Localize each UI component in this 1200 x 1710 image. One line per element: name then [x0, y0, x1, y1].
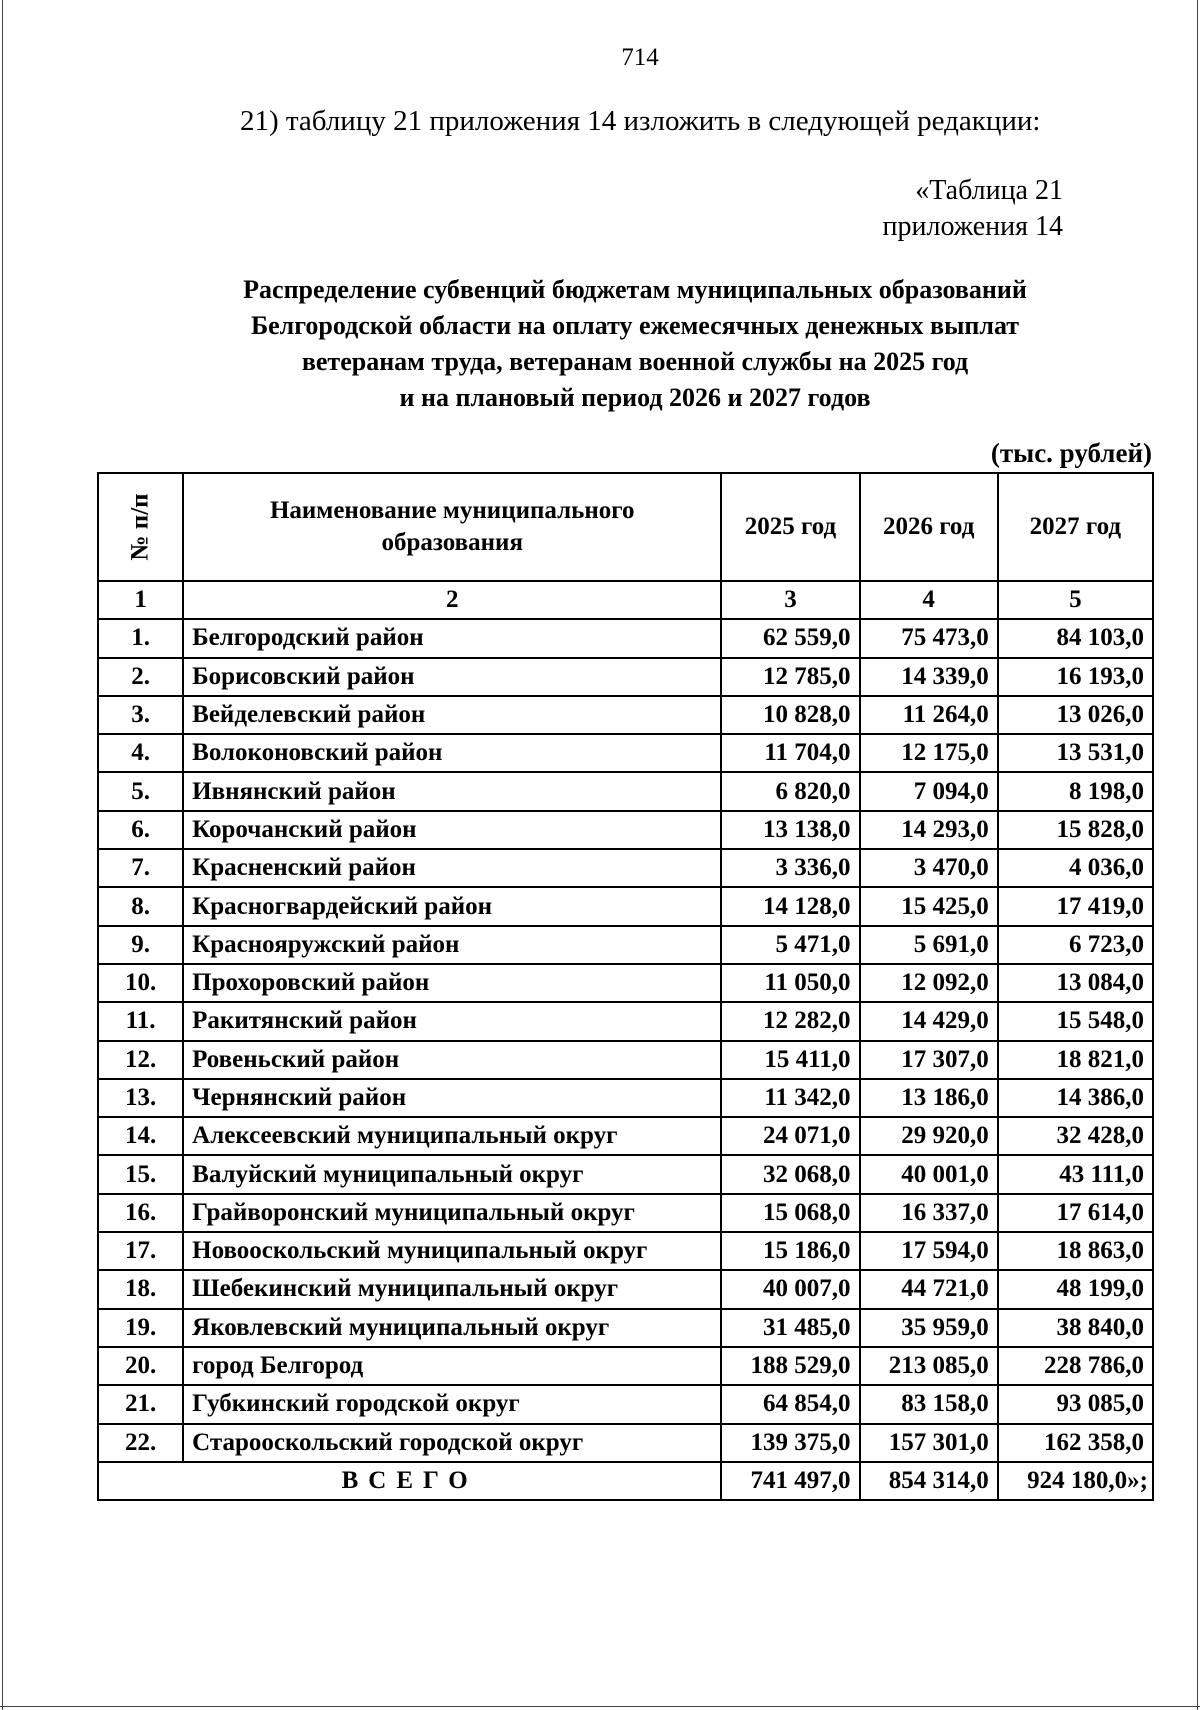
row-value-2026: 12 092,0 [860, 964, 998, 1002]
total-label: ВСЕГО [98, 1462, 721, 1500]
header-name: Наименование муниципального образования [183, 473, 721, 581]
page-number: 714 [621, 44, 659, 71]
row-value-2025: 11 704,0 [721, 734, 859, 772]
row-value-2027: 13 026,0 [998, 696, 1153, 734]
row-value-2025: 6 820,0 [721, 772, 859, 810]
column-number-row [98, 581, 1153, 619]
row-value-2025: 12 282,0 [721, 1002, 859, 1040]
row-number: 7. [98, 849, 183, 887]
row-value-2026: 14 429,0 [860, 1002, 998, 1040]
scan-edge-right [1197, 0, 1198, 1710]
row-value-2027: 43 111,0 [998, 1155, 1153, 1193]
row-value-2025: 32 068,0 [721, 1155, 859, 1193]
row-name: Грайворонский муниципальный округ [183, 1194, 721, 1232]
row-name: Алексеевский муниципальный округ [183, 1117, 721, 1155]
row-name: Белгородский район [183, 619, 721, 657]
row-name: Яковлевский муниципальный округ [183, 1309, 721, 1347]
row-value-2025: 15 068,0 [721, 1194, 859, 1232]
row-number: 9. [98, 926, 183, 964]
table-row [98, 887, 1153, 925]
row-value-2025: 15 411,0 [721, 1041, 859, 1079]
row-value-2025: 139 375,0 [721, 1424, 859, 1462]
row-value-2026: 15 425,0 [860, 887, 998, 925]
row-name: Краснояружский район [183, 926, 721, 964]
row-value-2027: 14 386,0 [998, 1079, 1153, 1117]
row-value-2026: 12 175,0 [860, 734, 998, 772]
row-number: 21. [98, 1385, 183, 1423]
row-value-2025: 40 007,0 [721, 1270, 859, 1308]
row-value-2026: 11 264,0 [860, 696, 998, 734]
row-name: Борисовский район [183, 658, 721, 696]
units-label: (тыс. рублей) [990, 438, 1152, 468]
row-value-2027: 17 419,0 [998, 887, 1153, 925]
table-header-row [98, 473, 1153, 581]
row-value-2026: 7 094,0 [860, 772, 998, 810]
row-value-2026: 83 158,0 [860, 1385, 998, 1423]
row-value-2026: 3 470,0 [860, 849, 998, 887]
row-value-2025: 10 828,0 [721, 696, 859, 734]
row-name: Ивнянский район [183, 772, 721, 810]
row-value-2026: 17 594,0 [860, 1232, 998, 1270]
row-value-2025: 11 050,0 [721, 964, 859, 1002]
title-line: и на плановый период 2026 и 2027 годов [399, 383, 871, 412]
row-name: Волоконовский район [183, 734, 721, 772]
table-row [98, 658, 1153, 696]
row-value-2025: 62 559,0 [721, 619, 859, 657]
row-value-2027: 8 198,0 [998, 772, 1153, 810]
row-value-2027: 38 840,0 [998, 1309, 1153, 1347]
table-row [98, 1117, 1153, 1155]
row-value-2025: 15 186,0 [721, 1232, 859, 1270]
row-value-2027: 6 723,0 [998, 926, 1153, 964]
row-value-2026: 13 186,0 [860, 1079, 998, 1117]
row-value-2026: 44 721,0 [860, 1270, 998, 1308]
row-name: Губкинский городской округ [183, 1385, 721, 1423]
total-2025: 741 497,0 [721, 1462, 859, 1500]
table-row [98, 1347, 1153, 1385]
row-value-2025: 11 342,0 [721, 1079, 859, 1117]
header-2027: 2027 год [998, 473, 1153, 581]
row-number: 8. [98, 887, 183, 925]
scan-edge-bottom [0, 1706, 1200, 1707]
row-value-2027: 18 821,0 [998, 1041, 1153, 1079]
row-number: 22. [98, 1424, 183, 1462]
table-row [98, 926, 1153, 964]
row-name: город Белгород [183, 1347, 721, 1385]
header-number: № п/п [98, 473, 183, 581]
row-value-2027: 15 828,0 [998, 811, 1153, 849]
row-value-2026: 40 001,0 [860, 1155, 998, 1193]
table-row [98, 1385, 1153, 1423]
row-value-2025: 24 071,0 [721, 1117, 859, 1155]
row-value-2026: 14 339,0 [860, 658, 998, 696]
row-value-2025: 5 471,0 [721, 926, 859, 964]
scan-edge-left [2, 0, 3, 1710]
table-row [98, 696, 1153, 734]
row-number: 1. [98, 619, 183, 657]
title-line: Белгородской области на оплату ежемесячных денежных выплат [250, 311, 1020, 340]
row-number: 10. [98, 964, 183, 1002]
row-value-2027: 48 199,0 [998, 1270, 1153, 1308]
table-row [98, 619, 1153, 657]
table-row [98, 1041, 1153, 1079]
table-row [98, 1424, 1153, 1462]
row-number: 4. [98, 734, 183, 772]
row-value-2027: 84 103,0 [998, 619, 1153, 657]
table-row [98, 772, 1153, 810]
row-value-2025: 188 529,0 [721, 1347, 859, 1385]
row-value-2025: 64 854,0 [721, 1385, 859, 1423]
row-value-2027: 32 428,0 [998, 1117, 1153, 1155]
row-name: Ровеньский район [183, 1041, 721, 1079]
row-value-2027: 15 548,0 [998, 1002, 1153, 1040]
row-value-2026: 35 959,0 [860, 1309, 998, 1347]
row-name: Валуйский муниципальный округ [183, 1155, 721, 1193]
row-value-2026: 29 920,0 [860, 1117, 998, 1155]
row-number: 18. [98, 1270, 183, 1308]
table-reference-line: приложения 14 [882, 211, 1063, 242]
row-number: 20. [98, 1347, 183, 1385]
table-reference-line: «Таблица 21 [915, 175, 1063, 206]
row-name: Прохоровский район [183, 964, 721, 1002]
row-number: 5. [98, 772, 183, 810]
total-2027: 924 180,0»; [998, 1462, 1153, 1500]
row-value-2026: 16 337,0 [860, 1194, 998, 1232]
row-name: Новооскольский муниципальный округ [183, 1232, 721, 1270]
row-value-2027: 17 614,0 [998, 1194, 1153, 1232]
row-name: Старооскольский городской округ [183, 1424, 721, 1462]
row-value-2025: 31 485,0 [721, 1309, 859, 1347]
row-number: 2. [98, 658, 183, 696]
row-number: 14. [98, 1117, 183, 1155]
row-name: Красненский район [183, 849, 721, 887]
title-line: Распределение субвенций бюджетам муниципальных образований [243, 275, 1027, 304]
row-value-2026: 75 473,0 [860, 619, 998, 657]
total-row [98, 1462, 1153, 1500]
row-value-2025: 13 138,0 [721, 811, 859, 849]
row-number: 3. [98, 696, 183, 734]
header-2025: 2025 год [721, 473, 859, 581]
title-line: ветеранам труда, ветеранам военной службы на 2025 год [301, 347, 969, 376]
table-row [98, 1002, 1153, 1040]
table-row [98, 1194, 1153, 1232]
row-value-2027: 228 786,0 [998, 1347, 1153, 1385]
row-value-2027: 16 193,0 [998, 658, 1153, 696]
row-value-2027: 13 084,0 [998, 964, 1153, 1002]
table-body [98, 619, 1153, 1462]
row-name: Чернянский район [183, 1079, 721, 1117]
table-reference [883, 173, 1064, 245]
table-row [98, 811, 1153, 849]
table-row [98, 849, 1153, 887]
row-value-2026: 5 691,0 [860, 926, 998, 964]
row-value-2026: 17 307,0 [860, 1041, 998, 1079]
row-value-2025: 12 785,0 [721, 658, 859, 696]
row-number: 19. [98, 1309, 183, 1347]
row-name: Шебекинский муниципальный округ [183, 1270, 721, 1308]
row-number: 15. [98, 1155, 183, 1193]
column-number: 4 [860, 581, 998, 619]
row-value-2026: 14 293,0 [860, 811, 998, 849]
table-row [98, 1079, 1153, 1117]
table-row [98, 734, 1153, 772]
table-row [98, 1232, 1153, 1270]
row-value-2027: 162 358,0 [998, 1424, 1153, 1462]
instruction-text: 21) таблицу 21 приложения 14 изложить в следующей редакции: [240, 105, 1041, 137]
row-value-2027: 18 863,0 [998, 1232, 1153, 1270]
row-name: Ракитянский район [183, 1002, 721, 1040]
column-number: 3 [721, 581, 859, 619]
row-value-2027: 93 085,0 [998, 1385, 1153, 1423]
row-name: Красногвардейский район [183, 887, 721, 925]
row-number: 17. [98, 1232, 183, 1270]
row-value-2025: 3 336,0 [721, 849, 859, 887]
row-value-2026: 157 301,0 [860, 1424, 998, 1462]
table-row [98, 1309, 1153, 1347]
row-value-2027: 4 036,0 [998, 849, 1153, 887]
row-value-2026: 213 085,0 [860, 1347, 998, 1385]
row-name: Корочанский район [183, 811, 721, 849]
table-row [98, 1155, 1153, 1193]
row-number: 11. [98, 1002, 183, 1040]
row-value-2027: 13 531,0 [998, 734, 1153, 772]
row-number: 12. [98, 1041, 183, 1079]
total-2026: 854 314,0 [860, 1462, 998, 1500]
row-name: Вейделевский район [183, 696, 721, 734]
document-title [150, 272, 1120, 416]
table-row [98, 1270, 1153, 1308]
table-row [98, 964, 1153, 1002]
row-number: 6. [98, 811, 183, 849]
row-number: 13. [98, 1079, 183, 1117]
row-number: 16. [98, 1194, 183, 1232]
column-number: 1 [98, 581, 183, 619]
column-number: 5 [998, 581, 1153, 619]
header-2026: 2026 год [860, 473, 998, 581]
row-value-2025: 14 128,0 [721, 887, 859, 925]
column-number: 2 [183, 581, 721, 619]
subsidy-table [97, 472, 1154, 1501]
